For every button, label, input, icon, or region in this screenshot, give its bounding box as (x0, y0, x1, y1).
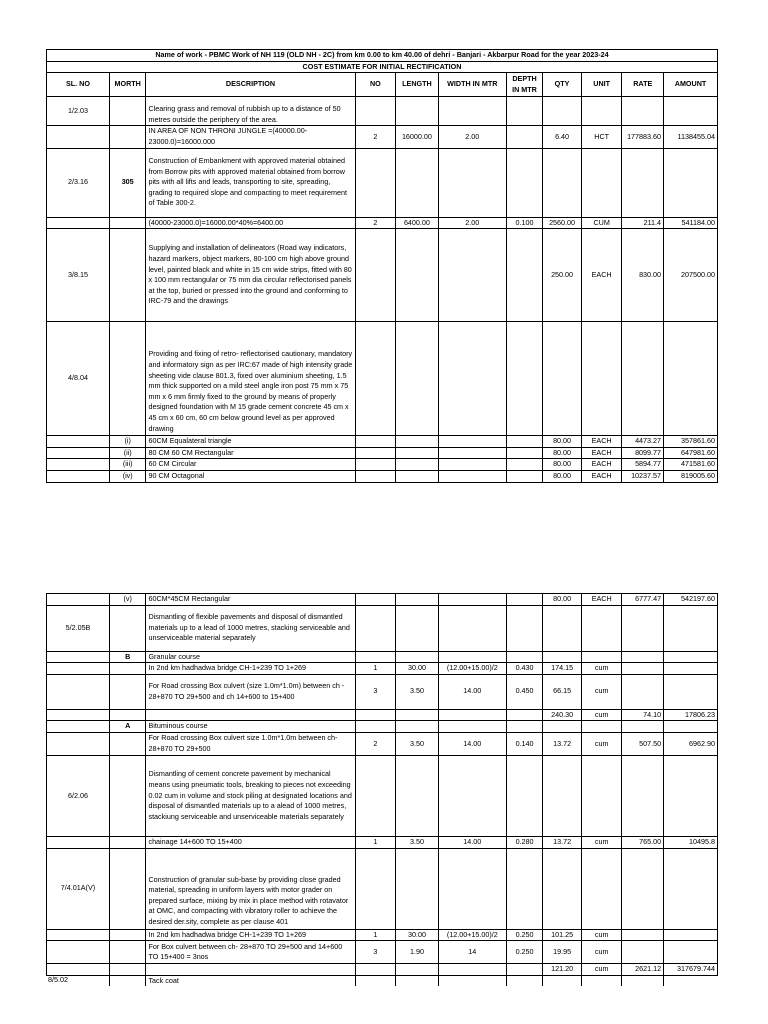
cell-unit: HCT (581, 126, 622, 148)
table-row (47, 229, 718, 322)
cell-qty: 13.72 (543, 836, 582, 848)
table-row (47, 836, 718, 848)
table-row (47, 97, 718, 126)
cell-unit: EACH (581, 470, 622, 482)
item-description: Tack coat (146, 975, 355, 986)
cell-rate: 211.4 (622, 217, 664, 229)
cell-width: 14.00 (438, 674, 506, 709)
cell-qty: 2560.00 (543, 217, 582, 229)
cell-unit: EACH (581, 229, 622, 322)
cell-no: 2 (355, 217, 396, 229)
cell-length: 3.50 (396, 674, 439, 709)
estimate-table-1 (46, 49, 718, 483)
item-description: Providing and fixing of retro- reflectorised cautionary, mandatory and informatory sign as per IRC:67 made of high intensity grade sheeting vide clause 801.3, fixed over aluminium sheeting, 1.5 mm thick supported on a mild steel angle iron post 75 mm x 75 mm x 6 mm firmly fixed to the ground by means of properly designed foundation with M 15 grade cement concrete 45 cm x 45 cm x 60 cm, 60 cm below ground level as per approved drawing (146, 322, 355, 436)
item-slno: 6/2.06 (47, 755, 110, 836)
cell-width: 2.00 (438, 217, 506, 229)
cell-amount: 6962.90 (664, 732, 718, 755)
cell-rate: 830.00 (622, 229, 664, 322)
header-qty: QTY (543, 73, 582, 97)
cell-length: 1.90 (396, 941, 439, 964)
cell-no: 1 (355, 836, 396, 848)
table-header (47, 73, 718, 97)
table-row (47, 721, 718, 733)
item-description: Supplying and installation of delineators (Road way indicators, hazard markers, object markers, 80-100 cm high above ground level, painted black and white in 15 cm wide strips, fitted with 80 x 100 mm rectangular or 75 mm dia circular reflectorised panels at the top, buried or pressed into the ground and conforming to IRC-79 and the drawings (146, 229, 355, 322)
item-description: Dismantling of flexible pavements and disposal of dismantled materials up to a lead of 1000 metres, stacking serviceable and unserviceable material separately (146, 605, 355, 651)
cell-amount: 17806.23 (664, 709, 718, 721)
header-width: WIDTH IN MTR (438, 73, 506, 97)
cell-length: 30.00 (396, 929, 439, 941)
cell-width: (12.00+15.00)/2 (438, 929, 506, 941)
cell-unit: cum (581, 709, 622, 721)
table-row (47, 651, 718, 663)
item-description: Construction of granular sub-base by providing close graded material, spreading in uniform layers with motor grader on prepared surface, mixing by mix in place method with rotavator at OMC, and compacting with vibratory roller to achieve the desired der.sity, complete as per clause 401 (146, 848, 355, 929)
cell-width: 14 (438, 941, 506, 964)
cell-amount: 541184.00 (664, 217, 718, 229)
sub-description: (40000-23000.0)=16000.00*40%=6400.00 (146, 217, 355, 229)
work-title: Name of work - PBMC Work of NH 119 (OLD NH - 2C) from km 0.00 to km 40.00 of dehri - Banjari - Akbarpur Road for the year 2023-24 (47, 50, 718, 62)
table-row (47, 217, 718, 229)
cell-amount: 647981.60 (664, 447, 718, 459)
cell-rate: 10237.57 (622, 470, 664, 482)
table-row (47, 470, 718, 482)
table-row (47, 709, 718, 721)
table-row (47, 941, 718, 964)
cell-depth: 0.280 (506, 836, 543, 848)
cell-width: 2.00 (438, 126, 506, 148)
table-row (47, 148, 718, 217)
cell-qty: 80.00 (543, 470, 582, 482)
cell-unit: cum (581, 674, 622, 709)
sub-description: Granular course (146, 651, 355, 663)
sub-code: (i) (109, 436, 146, 448)
cell-qty: 174.15 (543, 663, 582, 675)
table-row (47, 929, 718, 941)
cell-amount: 1138455.04 (664, 126, 718, 148)
sub-description: 60 CM Circular (146, 459, 355, 471)
cell-rate: 2621.12 (622, 964, 664, 976)
sub-description: 60CM Equalateral triangle (146, 436, 355, 448)
sub-code: A (109, 721, 146, 733)
estimate-table-2 (46, 593, 718, 986)
cell-amount: 317679.744 (664, 964, 718, 976)
item-description: Clearing grass and removal of rubbish up to a distance of 50 metres outside the periphery of the area. (146, 97, 355, 126)
cell-no: 1 (355, 663, 396, 675)
cell-qty: 80.00 (543, 447, 582, 459)
cell-no: 3 (355, 941, 396, 964)
cell-amount: 10495.8 (664, 836, 718, 848)
cell-depth: 0.140 (506, 732, 543, 755)
cell-qty: 80.00 (543, 594, 582, 606)
cell-amount: 357861.60 (664, 436, 718, 448)
cell-amount: 471581.60 (664, 459, 718, 471)
table-row (47, 732, 718, 755)
sub-description: For Road crossing Box culvert size 1.0m*1.0m between ch- 28+870 TO 29+500 (146, 732, 355, 755)
sub-description: chainage 14+600 TO 15+400 (146, 836, 355, 848)
table-row (47, 447, 718, 459)
sub-code: B (109, 651, 146, 663)
item-slno: 3/8.15 (47, 229, 110, 322)
cell-rate: 74.10 (622, 709, 664, 721)
table-row (47, 459, 718, 471)
cell-unit: cum (581, 964, 622, 976)
header-description: DESCRIPTION (146, 73, 355, 97)
cell-rate: 177883.60 (622, 126, 664, 148)
cell-length: 30.00 (396, 663, 439, 675)
cell-depth: 0.430 (506, 663, 543, 675)
sub-code: (ii) (109, 447, 146, 459)
cell-depth: 0.250 (506, 929, 543, 941)
cell-rate: 8099.77 (622, 447, 664, 459)
cell-qty: 121.20 (543, 964, 582, 976)
cell-unit: EACH (581, 447, 622, 459)
item-morth: 305 (109, 148, 146, 217)
item-description: Construction of Embankment with approved material obtained from Borrow pits with approved material obtained from borrow pits with all lifts and leads, transporting to site, spreading, grading to required slope and compacting to meet requirement of Table 300-2. (146, 148, 355, 217)
sub-description: IN AREA OF NON THRONI JUNGLE =(40000.00-23000.0)=16000.000 (146, 126, 355, 148)
table-row (47, 605, 718, 651)
cell-unit: EACH (581, 436, 622, 448)
sub-description: 90 CM Octagonal (146, 470, 355, 482)
cell-width: (12.00+15.00)/2 (438, 663, 506, 675)
sub-code: (iv) (109, 470, 146, 482)
cell-rate: 4473.27 (622, 436, 664, 448)
table-row (47, 126, 718, 148)
item-slno: 8/5.02 (48, 975, 68, 984)
header-no: NO (355, 73, 396, 97)
cell-unit: cum (581, 732, 622, 755)
sub-description: In 2nd km hadhadwa bridge CH-1+239 TO 1+269 (146, 663, 355, 675)
header-morth: MORTH (109, 73, 146, 97)
sub-code: (iii) (109, 459, 146, 471)
cell-rate: 507.50 (622, 732, 664, 755)
sub-description: For Road crossing Box culvert (size 1.0m*1.0m) between ch - 28+870 TO 29+500 and ch 14+600 to 15+400 (146, 674, 355, 709)
cell-depth: 0.250 (506, 941, 543, 964)
sub-description: For Box culvert between ch- 28+870 TO 29+500 and 14+600 TO 15+400 = 3nos (146, 941, 355, 964)
cell-amount: 819005.60 (664, 470, 718, 482)
table-row (47, 674, 718, 709)
table-row (47, 663, 718, 675)
cell-width: 14.00 (438, 732, 506, 755)
cell-width: 14.00 (438, 836, 506, 848)
sub-description: In 2nd km hadhadwa bridge CH-1+239 TO 1+269 (146, 929, 355, 941)
cell-depth: 0.100 (506, 217, 543, 229)
cell-unit: cum (581, 941, 622, 964)
cell-no: 2 (355, 732, 396, 755)
cell-unit: CUM (581, 217, 622, 229)
header-slno: SL. NO (47, 73, 110, 97)
cell-length: 16000.00 (396, 126, 439, 148)
table-row (47, 755, 718, 836)
cell-unit: EACH (581, 594, 622, 606)
cell-rate: 765.00 (622, 836, 664, 848)
cell-unit: cum (581, 929, 622, 941)
item-slno: 2/3.16 (47, 148, 110, 217)
item-slno: 4/8.04 (47, 322, 110, 436)
cell-amount: 542197.60 (664, 594, 718, 606)
cell-qty: 80.00 (543, 436, 582, 448)
cell-no: 3 (355, 674, 396, 709)
estimate-subtitle: COST ESTIMATE FOR INITIAL RECTIFICATION (47, 61, 718, 73)
cell-unit: cum (581, 836, 622, 848)
item-slno: 5/2.05B (47, 605, 110, 651)
item-description: Dismantling of cement concrete pavement by mechanical means using pneumatic tools, breaking to pieces not exceeding 0.02 cum in volume and stock piling at designated locations and disposal of dismantled materials up to a alead of 1000 metres, stackiung serviceable and unserviceable materials separately (146, 755, 355, 836)
cell-amount: 207500.00 (664, 229, 718, 322)
cell-length: 3.50 (396, 836, 439, 848)
sub-description: 60CM*45CM Rectangular (146, 594, 355, 606)
cell-qty: 240.30 (543, 709, 582, 721)
sub-description: 80 CM 60 CM Rectangular (146, 447, 355, 459)
cell-length: 3.50 (396, 732, 439, 755)
table-row (47, 964, 718, 976)
table-row (47, 436, 718, 448)
cell-qty: 13.72 (543, 732, 582, 755)
table-row (47, 322, 718, 436)
cell-rate: 5894.77 (622, 459, 664, 471)
cell-qty: 66.15 (543, 674, 582, 709)
header-amount: AMOUNT (664, 73, 718, 97)
header-depth: DEPTH IN MTR (506, 73, 543, 97)
cell-depth: 0.450 (506, 674, 543, 709)
cell-no: 1 (355, 929, 396, 941)
cell-qty: 80.00 (543, 459, 582, 471)
sub-description: Bituminous course (146, 721, 355, 733)
header-length: LENGTH (396, 73, 439, 97)
cell-length: 6400.00 (396, 217, 439, 229)
header-rate: RATE (622, 73, 664, 97)
cell-unit: cum (581, 663, 622, 675)
cell-rate: 6777.47 (622, 594, 664, 606)
cell-qty: 6.40 (543, 126, 582, 148)
cell-qty: 250.00 (543, 229, 582, 322)
cell-unit: EACH (581, 459, 622, 471)
cell-no: 2 (355, 126, 396, 148)
table-row (47, 848, 718, 929)
sub-code: (v) (109, 594, 146, 606)
header-unit: UNIT (581, 73, 622, 97)
cell-qty: 19.95 (543, 941, 582, 964)
item-slno: 7/4.01A(V) (47, 848, 110, 929)
cell-qty: 101.25 (543, 929, 582, 941)
item-slno: 1/2.03 (47, 97, 110, 126)
table-row (47, 594, 718, 606)
